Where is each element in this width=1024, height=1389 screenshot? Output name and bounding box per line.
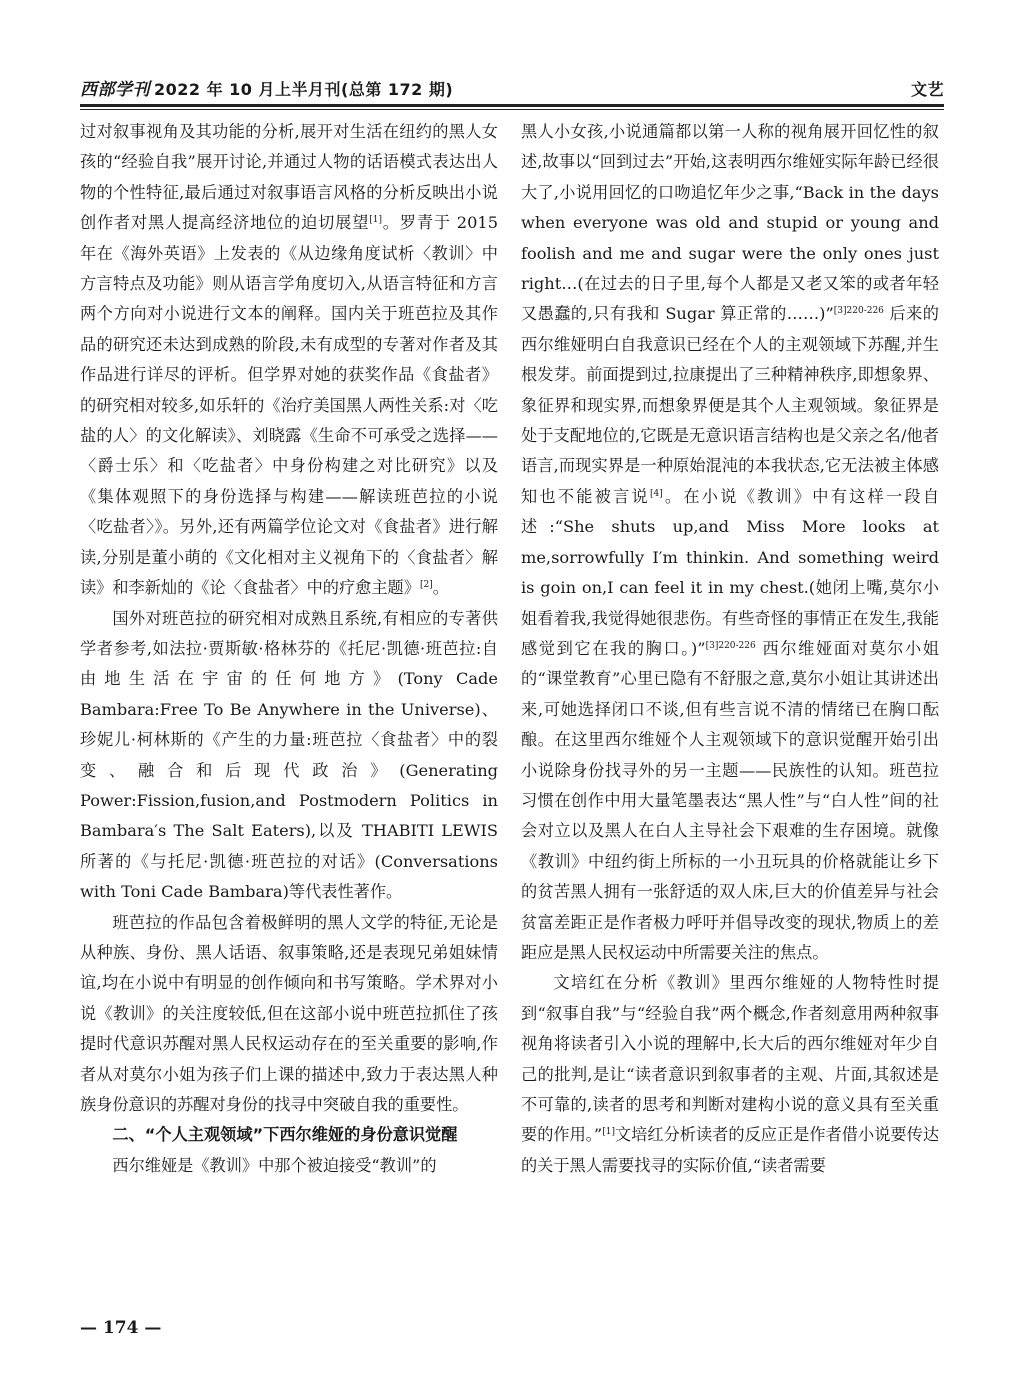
paragraph-text: 黑人小女孩,小说通篇都以第一人称的视角展开回忆性的叙述,故事以“回到过去”开始,这表明西尔维娅实际年龄已经很大了,小说用回忆的口吻追忆年少之事,“Back in the days when everyone was old and stupid or young and foolish and me and sugar were the only ones just right…(在过去的日子里,每个人都是又老又笨的或者年轻又愚蠢的,只有我和 Sugar 算正常的……)”: [521, 122, 939, 324]
right-column: [521, 117, 939, 1181]
section-label: 文艺: [910, 80, 944, 99]
section-heading: 二、“个人主观领域”下西尔维娅的身份意识觉醒: [112, 1125, 458, 1145]
paragraph-text: 。在小说《教训》中有这样一段自述:“She shuts up,and Miss More looks at me,sorrowfully I′m thinkin. And something weird is goin on,I can feel it in my chest.(她闭上嘴,莫尔小姐看着我,我觉得她很悲伤。有些奇怪的事情正在发生,我能感觉到它在我的胸口。)”: [521, 486, 940, 658]
citation: [1]: [602, 1127, 615, 1138]
paragraph-text: 西尔维娅面对莫尔小姐的“课堂教育”心里已隐有不舒服之意,莫尔小姐让其讲述出来,可她选择闭口不谈,但有些言说不清的情绪已在胸口酝酿。在这里西尔维娅个人主观领域下的意识觉醒开始引出小说除身份找寻外的另一主题——民族性的认知。班芭拉习惯在创作中用大量笔墨表达“黑人性”与“白人性”间的社会对立以及黑人在白人主导社会下艰难的生存困境。就像《教训》中纽约街上所标的一小丑玩具的价格就能让乡下的贫苦黑人拥有一张舒适的双人床,巨大的价值差异与社会贫富差距正是作者极力呼吁并倡导改变的现状,物质上的差距应是黑人民权运动中所需要关注的焦点。: [521, 638, 939, 962]
paragraph: [521, 117, 939, 968]
citation: [3]220-226: [705, 640, 756, 651]
paragraph: 班芭拉的作品包含着极鲜明的黑人文学的特征,无论是从种族、身份、黑人话语、叙事策略,还是表现兄弟姐妹情谊,均在小说中有明显的创作倾向和书写策略。学术界对小说《教训》的关注度较低,但在这部小说中班芭拉抓住了孩提时代意识苏醒对黑人民权运动存在的至关重要的影响,作者从对莫尔小姐为孩子们上课的描述中,致力于表达黑人种族身份意识的苏醒对身份的找寻中突破自我的重要性。: [80, 912, 498, 1114]
paragraph-text: 。: [432, 578, 449, 598]
paragraph: [80, 117, 498, 604]
page-number: — 174 —: [80, 1318, 162, 1338]
paragraph-text: 过对叙事视角及其功能的分析,展开对生活在纽约的黑人女孩的“经验自我”展开讨论,并通过人物的话语模式表达出人物的个性特征,最后通过对叙事语言风格的分析反映出小说创作者对黑人提高经济地位的迫切展望: [80, 122, 498, 233]
header-rule-thick: [80, 104, 944, 107]
journal-logo: 西部学刊: [80, 80, 150, 100]
citation: [1]: [369, 215, 382, 226]
paragraph: [521, 968, 939, 1181]
paragraph-text: 后来的西尔维娅明白自我意识已经在个人的主观领域下苏醒,并生根发芽。前面提到过,拉康提出了三种精神秩序,即想象界、象征界和现实界,而想象界便是其个人主观领域。象征界是处于支配地位的,它既是无意识语言结构也是父亲之名/他者语言,而现实界是一种原始混沌的本我状态,它无法被主体感知也不能被言说: [521, 304, 939, 506]
citation: [2]: [419, 580, 433, 591]
paragraph-text: 。罗青于 2015 年在《海外英语》上发表的《从边缘角度试析〈教训〉中方言特点及功能》则从语言学角度切入,从语言特征和方言两个方向对小说进行文本的阐释。国内关于班芭拉及其作品的研究还未达到成熟的阶段,未有成型的专著对作者及其作品进行详尽的评析。但学界对她的获奖作品《食盐者》的研究相对较多,如乐轩的《治疗美国黑人两性关系:对〈吃盐的人〉的文化解读》、刘晓露《生命不可承受之选择——〈爵士乐〉和〈吃盐者〉中身份构建之对比研究》以及《集体观照下的身份选择与构建——解读班芭拉的小说〈吃盐者〉》。另外,还有两篇学位论文对《食盐者》进行解读,分别是董小萌的《文化相对主义视角下的〈食盐者〉解读》和李新灿的《论〈食盐者〉中的疗愈主题》: [80, 213, 499, 598]
paragraph: 国外对班芭拉的研究相对成熟且系统,有相应的专著供学者参考,如法拉·贾斯敏·格林芬的《托尼·凯德·班芭拉:自由地生活在宇宙的任何地方》(Tony Cade Bambara:Free To Be Anywhere in the Universe)、珍妮儿·柯林斯的《产生的力量:班芭拉〈食盐者〉中的裂变、融合和后现代政治》(Generating Power:Fission,fusion,and Postmodern Politics in Bambara′s The Salt Eaters),以及 THABITI LEWIS 所著的《与托尼·凯德·班芭拉的对话》(Conversations with Toni Cade Bambara)等代表性著作。: [80, 608, 498, 902]
header-rule-thin: [80, 109, 944, 110]
paragraph-text: 文培红在分析《教训》里西尔维娅的人物特性时提到“叙事自我”与“经验自我”两个概念,作者刻意用两种叙事视角将读者引入小说的理解中,长大后的西尔维娅对年少自己的批判,是让“读者意识到叙事者的主观、片面,其叙述是不可靠的,读者的思考和判断对建构小说的意义具有至关重要的作用。”: [521, 973, 939, 1145]
paragraph: 西尔维娅是《教训》中那个被迫接受“教训”的: [112, 1155, 437, 1175]
citation: [4]: [649, 488, 663, 499]
issue-info: 2022 年 10 月上半月刊(总第 172 期): [154, 80, 454, 99]
paragraph-text: 文培红分析读者的反应正是作者借小说要传达的关于黑人需要找寻的实际价值,“读者需要: [521, 1125, 940, 1175]
citation: [3]220-226: [833, 306, 884, 317]
left-column: [80, 117, 498, 1181]
running-header: [80, 72, 944, 100]
journal-title: [80, 75, 453, 100]
